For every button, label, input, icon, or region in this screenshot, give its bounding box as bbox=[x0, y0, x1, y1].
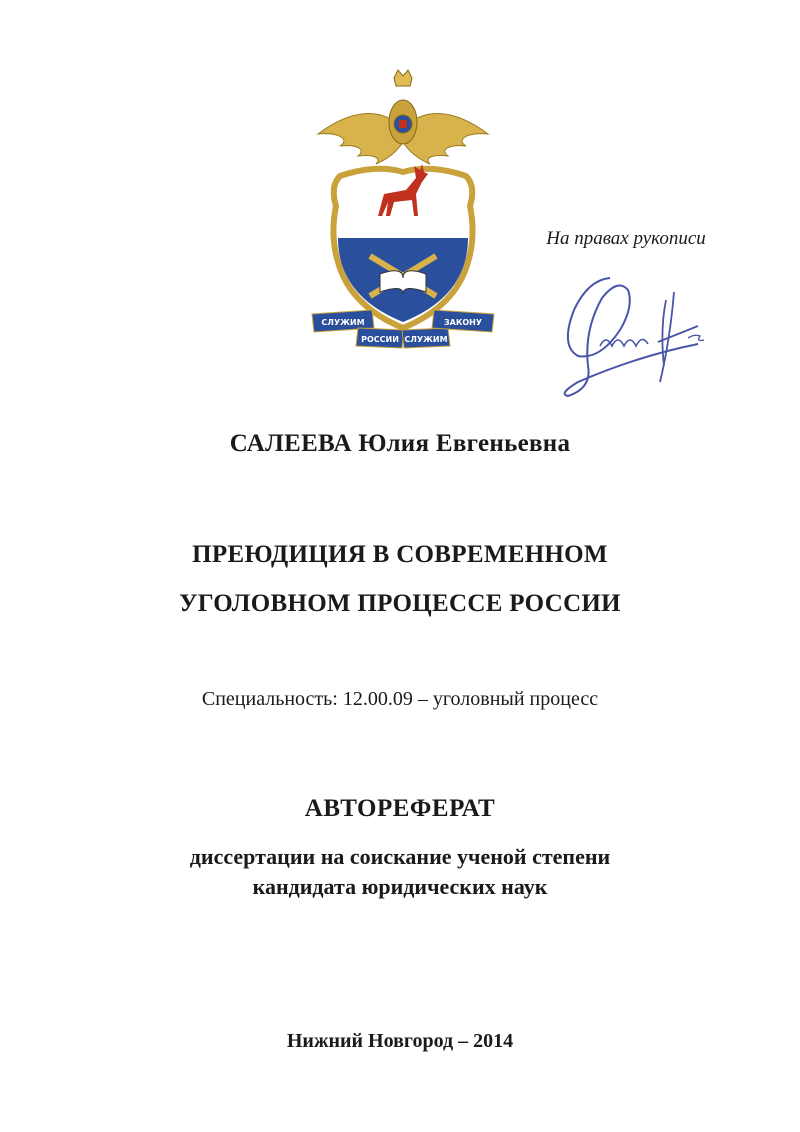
svg-text:СЛУЖИМ: СЛУЖИМ bbox=[404, 335, 448, 344]
coat-of-arms-icon bbox=[310, 66, 496, 356]
rights-note: На правах рукописи bbox=[546, 228, 706, 249]
document-type-heading: АВТОРЕФЕРАТ bbox=[304, 795, 496, 822]
place-and-year: Нижний Новгород – 2014 bbox=[286, 1030, 514, 1052]
svg-text:РОССИИ: РОССИИ bbox=[361, 335, 399, 344]
dissertation-title-line-2: УГОЛОВНОМ ПРОЦЕССЕ РОССИИ bbox=[179, 590, 621, 617]
degree-line-1: диссертации на соискание ученой степени bbox=[189, 844, 611, 869]
author-name: САЛЕЕВА Юлия Евгеньевна bbox=[229, 430, 571, 457]
emblem bbox=[310, 66, 496, 356]
specialty: Специальность: 12.00.09 – уголовный процесс bbox=[201, 688, 599, 710]
dissertation-title-line-1: ПРЕЮДИЦИЯ В СОВРЕМЕННОМ bbox=[192, 541, 608, 568]
svg-text:СЛУЖИМ: СЛУЖИМ bbox=[321, 318, 365, 327]
svg-text:ЗАКОНУ: ЗАКОНУ bbox=[443, 318, 483, 327]
degree-line-2: кандидата юридических наук bbox=[252, 874, 548, 899]
signature bbox=[548, 270, 728, 398]
signature-icon bbox=[548, 270, 728, 398]
